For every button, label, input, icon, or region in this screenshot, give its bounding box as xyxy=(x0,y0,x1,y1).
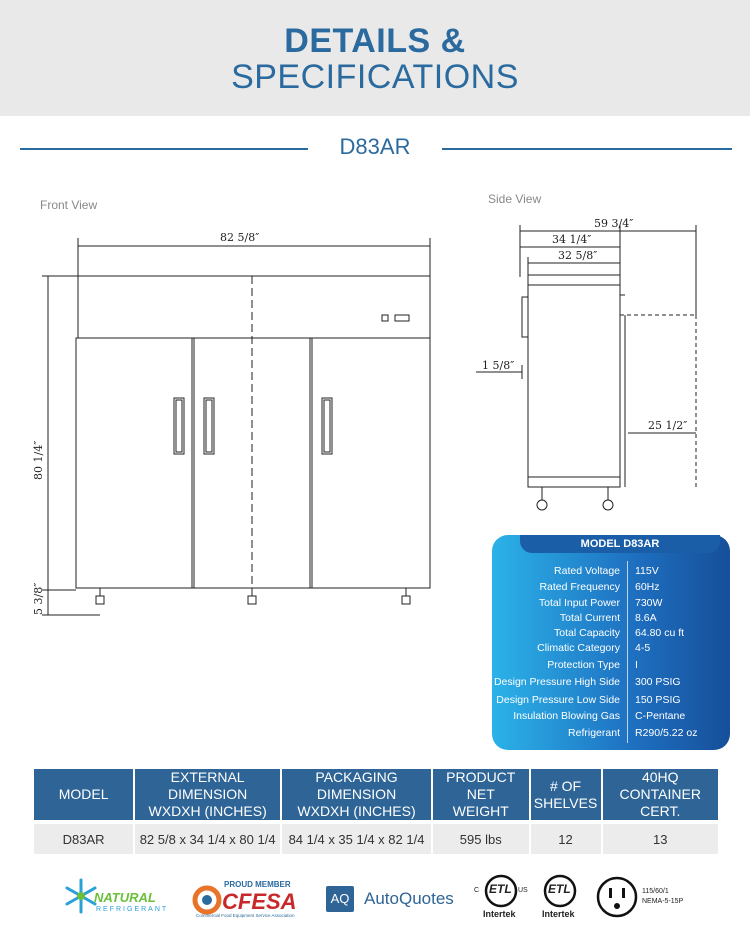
front-view-label: Front View xyxy=(40,198,98,212)
natural-text: NATURAL xyxy=(94,890,156,905)
table-header-packaging-dimension: PACKAGING DIMENSION WXDXH (INCHES) xyxy=(282,769,431,820)
spec-label: Total Input Power xyxy=(538,597,620,609)
cell-container: 13 xyxy=(603,824,719,854)
spec-value: 150 PSIG xyxy=(635,694,681,706)
spec-row-voltage xyxy=(500,565,730,581)
spec-row-refrigerant xyxy=(500,727,730,743)
page-title-line2: SPECIFICATIONS xyxy=(231,58,519,96)
spec-value: I xyxy=(635,659,638,671)
cfesa-proud-member: PROUD MEMBER xyxy=(224,880,291,889)
spec-value: 64.80 cu ft xyxy=(635,627,685,639)
etl-intertek: Intertek xyxy=(542,909,575,919)
top-canopy xyxy=(78,276,430,338)
spec-label: Total Current xyxy=(559,612,620,624)
spec-row-current xyxy=(500,612,730,628)
autoquotes-badge: AQ xyxy=(326,886,354,912)
table-header-row xyxy=(34,769,718,820)
etl-mark: ETL xyxy=(548,882,571,896)
spec-row-pressure-low xyxy=(496,694,730,710)
spec-row-protection xyxy=(500,659,730,675)
cfesa-swirl-icon xyxy=(192,885,222,915)
spec-label: Design Pressure Low Side xyxy=(496,694,620,706)
page-title-line1: DETAILS & xyxy=(284,22,466,60)
nema-plug-info xyxy=(596,876,706,918)
spec-value: 4-5 xyxy=(635,642,651,654)
spec-row-capacity xyxy=(500,627,730,643)
spec-label: Rated Frequency xyxy=(539,581,620,593)
cell-external-dimension: 82 5/8 x 34 1/4 x 80 1/4 xyxy=(135,824,280,854)
etl-us-mark: US xyxy=(518,887,528,894)
autoquotes-text: AutoQuotes xyxy=(364,889,454,908)
etl-mark: ETL xyxy=(489,882,512,896)
spec-label: Refrigerant xyxy=(568,727,620,739)
table-header-container: 40HQ CONTAINER CERT. xyxy=(603,769,719,820)
door-right xyxy=(312,338,430,588)
table-header-external-dimension: EXTERNAL DIMENSION WXDXH (INCHES) xyxy=(135,769,280,820)
table-row xyxy=(34,824,718,854)
spec-value: 60Hz xyxy=(635,581,660,593)
side-dim-depth-body: 34 1/4″ xyxy=(552,233,592,246)
table-header-model: MODEL xyxy=(34,769,133,820)
heading-rule-left xyxy=(20,148,308,150)
table-header-shelves: # OF SHELVES xyxy=(531,769,601,820)
spec-label: Rated Voltage xyxy=(554,565,620,577)
heading-rule-right xyxy=(442,148,732,150)
cfesa-wordmark: CFESA xyxy=(222,889,297,914)
cell-model: D83AR xyxy=(34,824,133,854)
etl-listed-logo-2 xyxy=(538,874,588,922)
model-heading: D83AR xyxy=(339,134,411,159)
spec-row-frequency xyxy=(500,581,730,597)
front-view-drawing xyxy=(30,220,450,630)
cell-packaging-dimension: 84 1/4 x 35 1/4 x 82 1/4 xyxy=(282,824,431,854)
etl-intertek: Intertek xyxy=(483,909,516,919)
spec-value: R290/5.22 oz xyxy=(635,727,698,739)
etl-listed-logo-1 xyxy=(474,874,528,922)
table-header-net-weight: PRODUCT NET WEIGHT xyxy=(433,769,529,820)
side-dim-depth-cabinet: 32 5/8″ xyxy=(558,249,598,262)
width-dimension: 82 5/8″ xyxy=(220,231,260,244)
side-view-drawing xyxy=(470,215,740,515)
refrigerant-text: REFRIGERANT xyxy=(96,906,169,913)
cfesa-subtitle: Commercial Food Equipment Service Association xyxy=(196,913,295,918)
spec-value: 300 PSIG xyxy=(635,676,681,688)
spec-value: C-Pentane xyxy=(635,710,686,722)
header-banner xyxy=(0,0,750,116)
spec-label: Total Capacity xyxy=(554,627,620,639)
spec-label: Insulation Blowing Gas xyxy=(513,710,620,722)
cell-net-weight: 595 lbs xyxy=(433,824,529,854)
snowflake-icon xyxy=(64,878,98,914)
side-dim-handle: 1 5/8″ xyxy=(482,359,515,372)
spec-row-pressure-high xyxy=(493,676,730,692)
plug-rating: 115/60/1 xyxy=(642,888,669,895)
side-dim-door-swing: 25 1/2″ xyxy=(648,419,688,432)
side-view-label: Side View xyxy=(488,192,542,206)
spec-row-blowing-gas xyxy=(500,710,730,726)
spec-panel-title: MODEL D83AR xyxy=(520,535,720,553)
spec-value: 115V xyxy=(635,565,659,577)
spec-table xyxy=(32,769,720,854)
side-body xyxy=(528,275,620,487)
plug-type: NEMA-5-15P xyxy=(642,898,684,905)
cell-shelves: 12 xyxy=(531,824,601,854)
spec-row-input-power xyxy=(500,597,730,613)
spec-label: Climatic Category xyxy=(537,642,620,654)
cfesa-logo xyxy=(192,880,320,920)
spec-value: 8.6A xyxy=(635,612,657,624)
natural-refrigerant-logo xyxy=(64,878,188,918)
leg-dimension: 5 3/8″ xyxy=(32,582,45,615)
spec-value: 730W xyxy=(635,597,663,609)
spec-label: Design Pressure High Side xyxy=(493,676,620,688)
etl-c-mark: C xyxy=(474,887,480,894)
spec-row-climatic xyxy=(500,642,730,658)
door-left xyxy=(76,338,192,588)
plug-icon xyxy=(596,876,638,918)
height-dimension: 80 1/4″ xyxy=(32,440,45,480)
spec-label: Protection Type xyxy=(547,659,620,671)
side-dim-depth-total: 59 3/4″ xyxy=(594,217,634,230)
